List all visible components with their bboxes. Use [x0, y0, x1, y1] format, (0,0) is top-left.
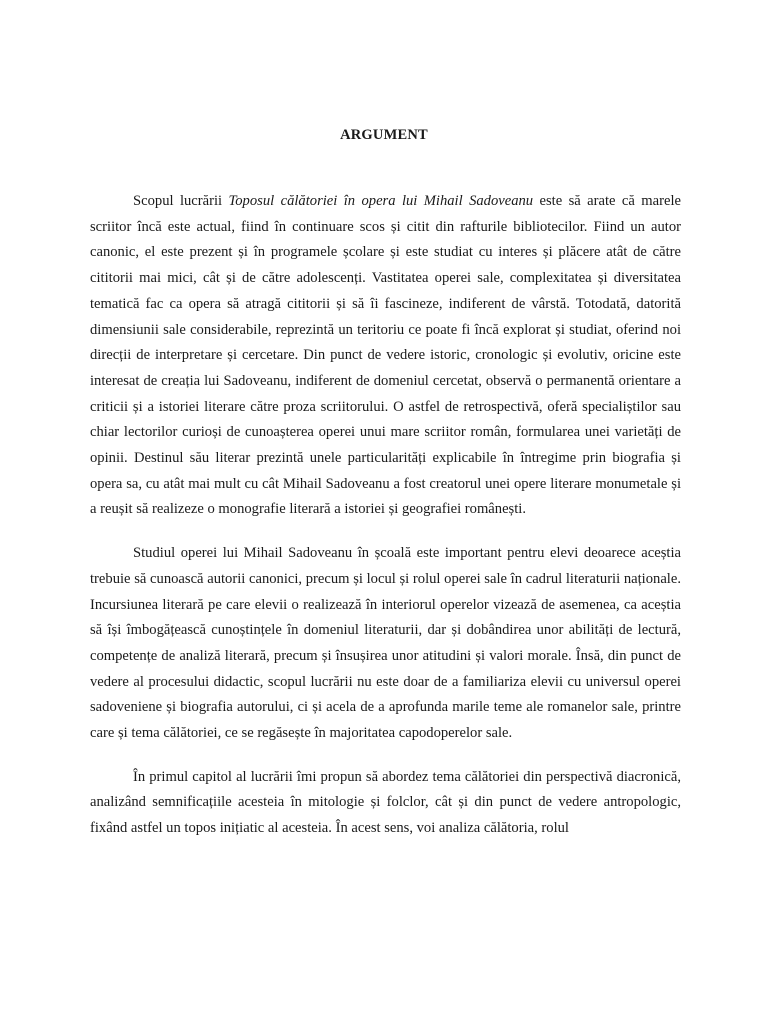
- paragraph-1: [90, 189, 681, 523]
- document-title: ARGUMENT: [340, 127, 428, 143]
- paragraph-3: [90, 765, 681, 842]
- paragraph-3-text: În primul capitol al lucrării îmi propun să abordez tema călătoriei din perspectivă diacronică, analizând semnificațiile acesteia în mitologie și folclor, cât și din punct de vedere antropologic, fixând astfel un topos inițiatic al acesteia. În acest sens, voi analiza călătoria, rolul: [90, 768, 681, 837]
- document-body: [90, 189, 681, 860]
- paragraph-2-text: Studiul operei lui Mihail Sadoveanu în școală este important pentru elevi deoarece aceștia trebuie să cunoască autorii canonici, precum și locul și rolul operei sale în cadrul literaturii naționale. Incursiunea literară pe care elevii o realizează în interiorul operelor vizează de asemenea, ca aceștia să își îmbogățească cunoștințele în domeniul literaturii, dar și dobândirea unor abilități de lectură, competențe de analiză literară, precum și însușirea unor atitudini și valori morale. Însă, din punct de vedere al procesului didactic, scopul lucrării nu este doar de a familiariza elevii cu universul operei sadoveniene și biografia autorului, ci și acela de a aprofunda marile teme ale romanelor sale, printre care și tema călătoriei, ce se regăsește în majoritatea capodoperelor sale.: [90, 545, 681, 742]
- paragraph-1-text-start: Scopul lucrării: [133, 193, 229, 209]
- paragraph-1-text-end: este să arate că marele scriitor încă este actual, fiind în continuare scos și citit din rafturile bibliotecilor. Fiind un autor canonic, el este prezent și în programele școlare și este studiat cu interes și plăcere atât de către cititorii mai mici, cât și de către adolescenți. Vastitatea operei sale, complexitatea și diversitatea tematică fac ca opera să atragă cititorii și să îi fascineze, indiferent de vârstă. Totodată, datorită dimensiunii sale considerabile, reprezintă un teritoriu ce poate fi încă explorat și studiat, oferind noi direcții de interpretare și cercetare. Din punct de vedere istoric, cronologic și evolutiv, oricine este interesat de creația lui Sadoveanu, indiferent de domeniul cercetat, observă o permanentă orientare a criticii și a istoriei literare către proza scriitorului. O astfel de retrospectivă, oferă specialiștilor sau chiar lectorilor curioși de cunoașterea operei unui mare scriitor român, formularea unei varietăți de opinii. Destinul său literar prezintă unele particularități explicabile în întregime prin biografia și opera sa, cu atât mai mult cu cât Mihail Sadoveanu a fost creatorul unei opere literare monumetale și a reușit să realizeze o monografie literară a istoriei și geografiei românești.: [90, 193, 681, 518]
- paragraph-1-italic-title: Toposul călătoriei în opera lui Mihail Sadoveanu: [228, 193, 534, 209]
- paragraph-2: [90, 541, 681, 747]
